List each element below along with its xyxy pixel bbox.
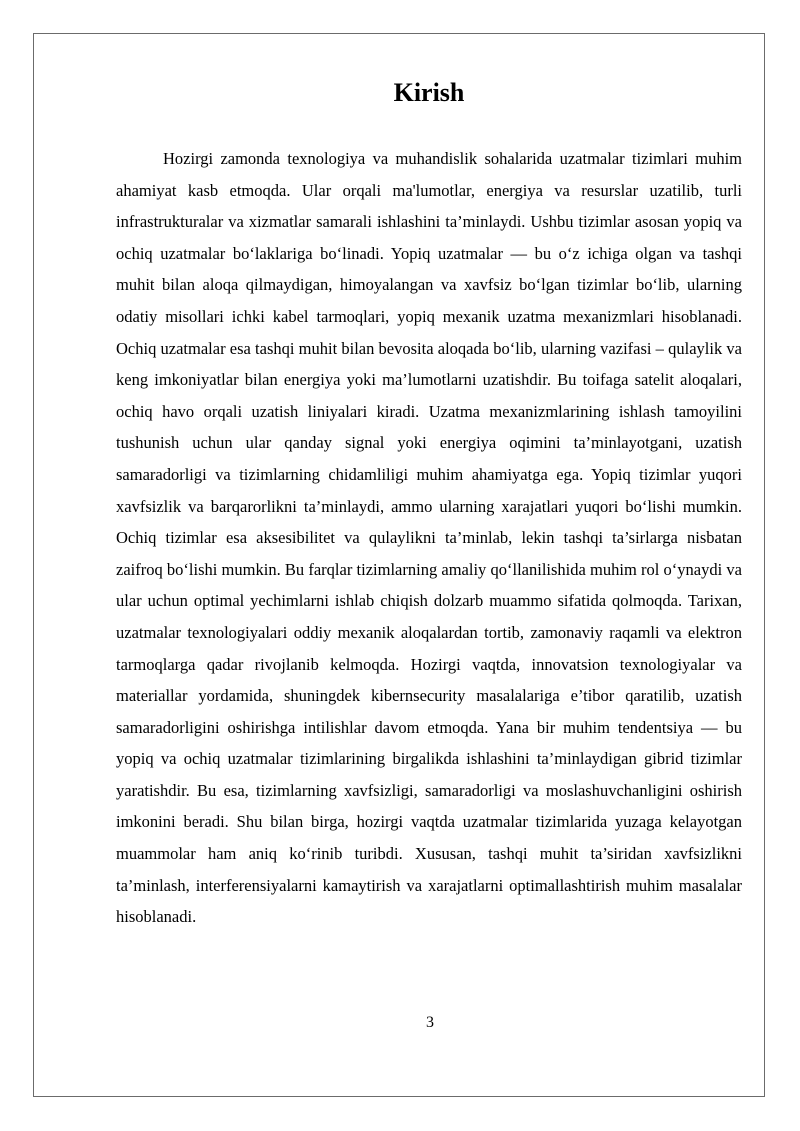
page-content (116, 75, 742, 933)
body-paragraph: Hozirgi zamonda texnologiya va muhandislik sohalarida uzatmalar tizimlari muhim ahamiyat kasb etmoqda. Ular orqali ma'lumotlar, energiya va resurslar uzatilib, turli infrastrukturalar va xizmatlar samarali ishlashini ta’minlaydi. Ushbu tizimlar asosan yopiq va ochiq uzatmalar bo‘laklariga bo‘linadi. Yopiq uzatmalar — bu o‘z ichiga olgan va tashqi muhit bilan aloqa qilmaydigan, himoyalangan va xavfsiz bo‘lgan tizimlar bo‘lib, ularning odatiy misollari ichki kabel tarmoqlari, yopiq mexanik uzatma mexanizmlari hisoblanadi. Ochiq uzatmalar esa tashqi muhit bilan bevosita aloqada bo‘lib, ularning vazifasi – qulaylik va keng imkoniyatlar bilan energiya yoki ma’lumotlarni uzatishdir. Bu toifaga satelit aloqalari, ochiq havo orqali uzatish liniyalari kiradi. Uzatma mexanizmlarining ishlash tamoyilini tushunish uchun ular qanday signal yoki energiya oqimini ta’minlayotgani, uzatish samaradorligi va tizimlarning chidamliligi muhim ahamiyatga ega. Yopiq tizimlar yuqori xavfsizlik va barqarorlikni ta’minlaydi, ammo ularning xarajatlari yuqori bo‘lishi mumkin. Ochiq tizimlar esa aksesibilitet va qulaylikni ta’minlab, lekin tashqi ta’sirlarga nisbatan zaifroq bo‘lishi mumkin. Bu farqlar tizimlarning amaliy qo‘llanilishida muhim rol o‘ynaydi va ular uchun optimal yechimlarni ishlab chiqish dolzarb muammo sifatida qolmoqda. Tarixan, uzatmalar texnologiyalari oddiy mexanik aloqalardan tortib, zamonaviy raqamli va elektron tarmoqlarga qadar rivojlanib kelmoqda. Hozirgi vaqtda, innovatsion texnologiyalar va materiallar yordamida, shuningdek kibernsecurity masalalariga e’tibor qaratilib, uzatish samaradorligini oshirishga intilishlar davom etmoqda. Yana bir muhim tendentsiya — bu yopiq va ochiq uzatmalar tizimlarining birgalikda ishlashini ta’minlaydigan gibrid tizimlar yaratishdir. Bu esa, tizimlarning xavfsizligi, samaradorligi va moslashuvchanligini oshirish imkonini beradi. Shu bilan birga, hozirgi vaqtda uzatmalar tizimlarida yuzaga kelayotgan muammolar ham aniq ko‘rinib turibdi. Xususan, tashqi muhit ta’siridan xavfsizlikni ta’minlash, interferensiyalarni kamaytirish va xarajatlarni optimallashtirish muhim masalalar hisoblanadi. (116, 149, 742, 927)
page-number: 3 (426, 1014, 434, 1031)
page-title: Kirish (393, 78, 465, 107)
